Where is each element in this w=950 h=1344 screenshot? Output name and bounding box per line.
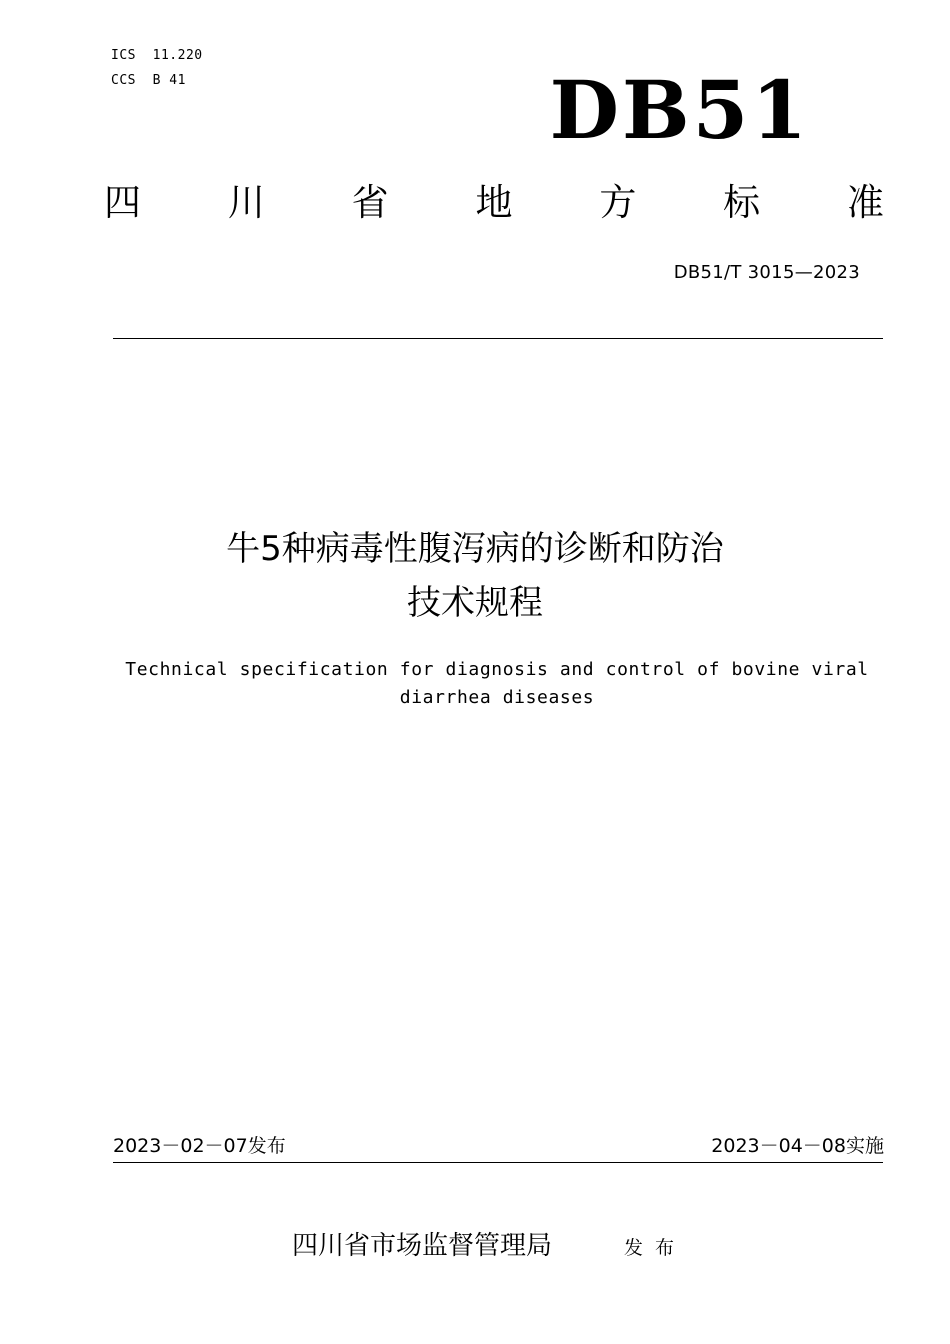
ics-code: ICS 11.220 xyxy=(111,48,203,63)
chinese-title-line-1: 牛5种病毒性腹泻病的诊断和防治 xyxy=(226,529,724,569)
standard-type-char: 方 xyxy=(599,181,637,224)
standard-type-char: 省 xyxy=(351,181,389,224)
implementation-date: 2023－04－08实施 xyxy=(711,1135,884,1157)
chinese-title xyxy=(0,522,950,630)
standard-type-char: 准 xyxy=(846,181,884,224)
english-title-line-1: Technical specification for diagnosis and control of bovine viral xyxy=(125,659,869,680)
standard-type-char: 川 xyxy=(227,181,265,224)
english-title-line-2: diarrhea diseases xyxy=(399,687,595,708)
standard-number: DB51/T 3015—2023 xyxy=(673,262,860,283)
english-title xyxy=(0,656,950,712)
issue-date: 2023－02－07发布 xyxy=(113,1135,286,1157)
standard-type-char: 标 xyxy=(723,181,761,224)
bottom-divider xyxy=(113,1162,883,1163)
db51-logo: DB51 xyxy=(549,63,810,157)
issuing-authority: 四川省市场监督管理局 xyxy=(292,1231,553,1261)
standard-type-char: 地 xyxy=(475,181,513,224)
ccs-code: CCS B 41 xyxy=(111,73,186,88)
issued-label: 发布 xyxy=(624,1237,687,1259)
standard-type-heading xyxy=(104,181,884,224)
chinese-title-line-2: 技术规程 xyxy=(407,583,543,623)
standard-type-char: 四 xyxy=(104,181,141,224)
top-divider xyxy=(113,338,883,339)
